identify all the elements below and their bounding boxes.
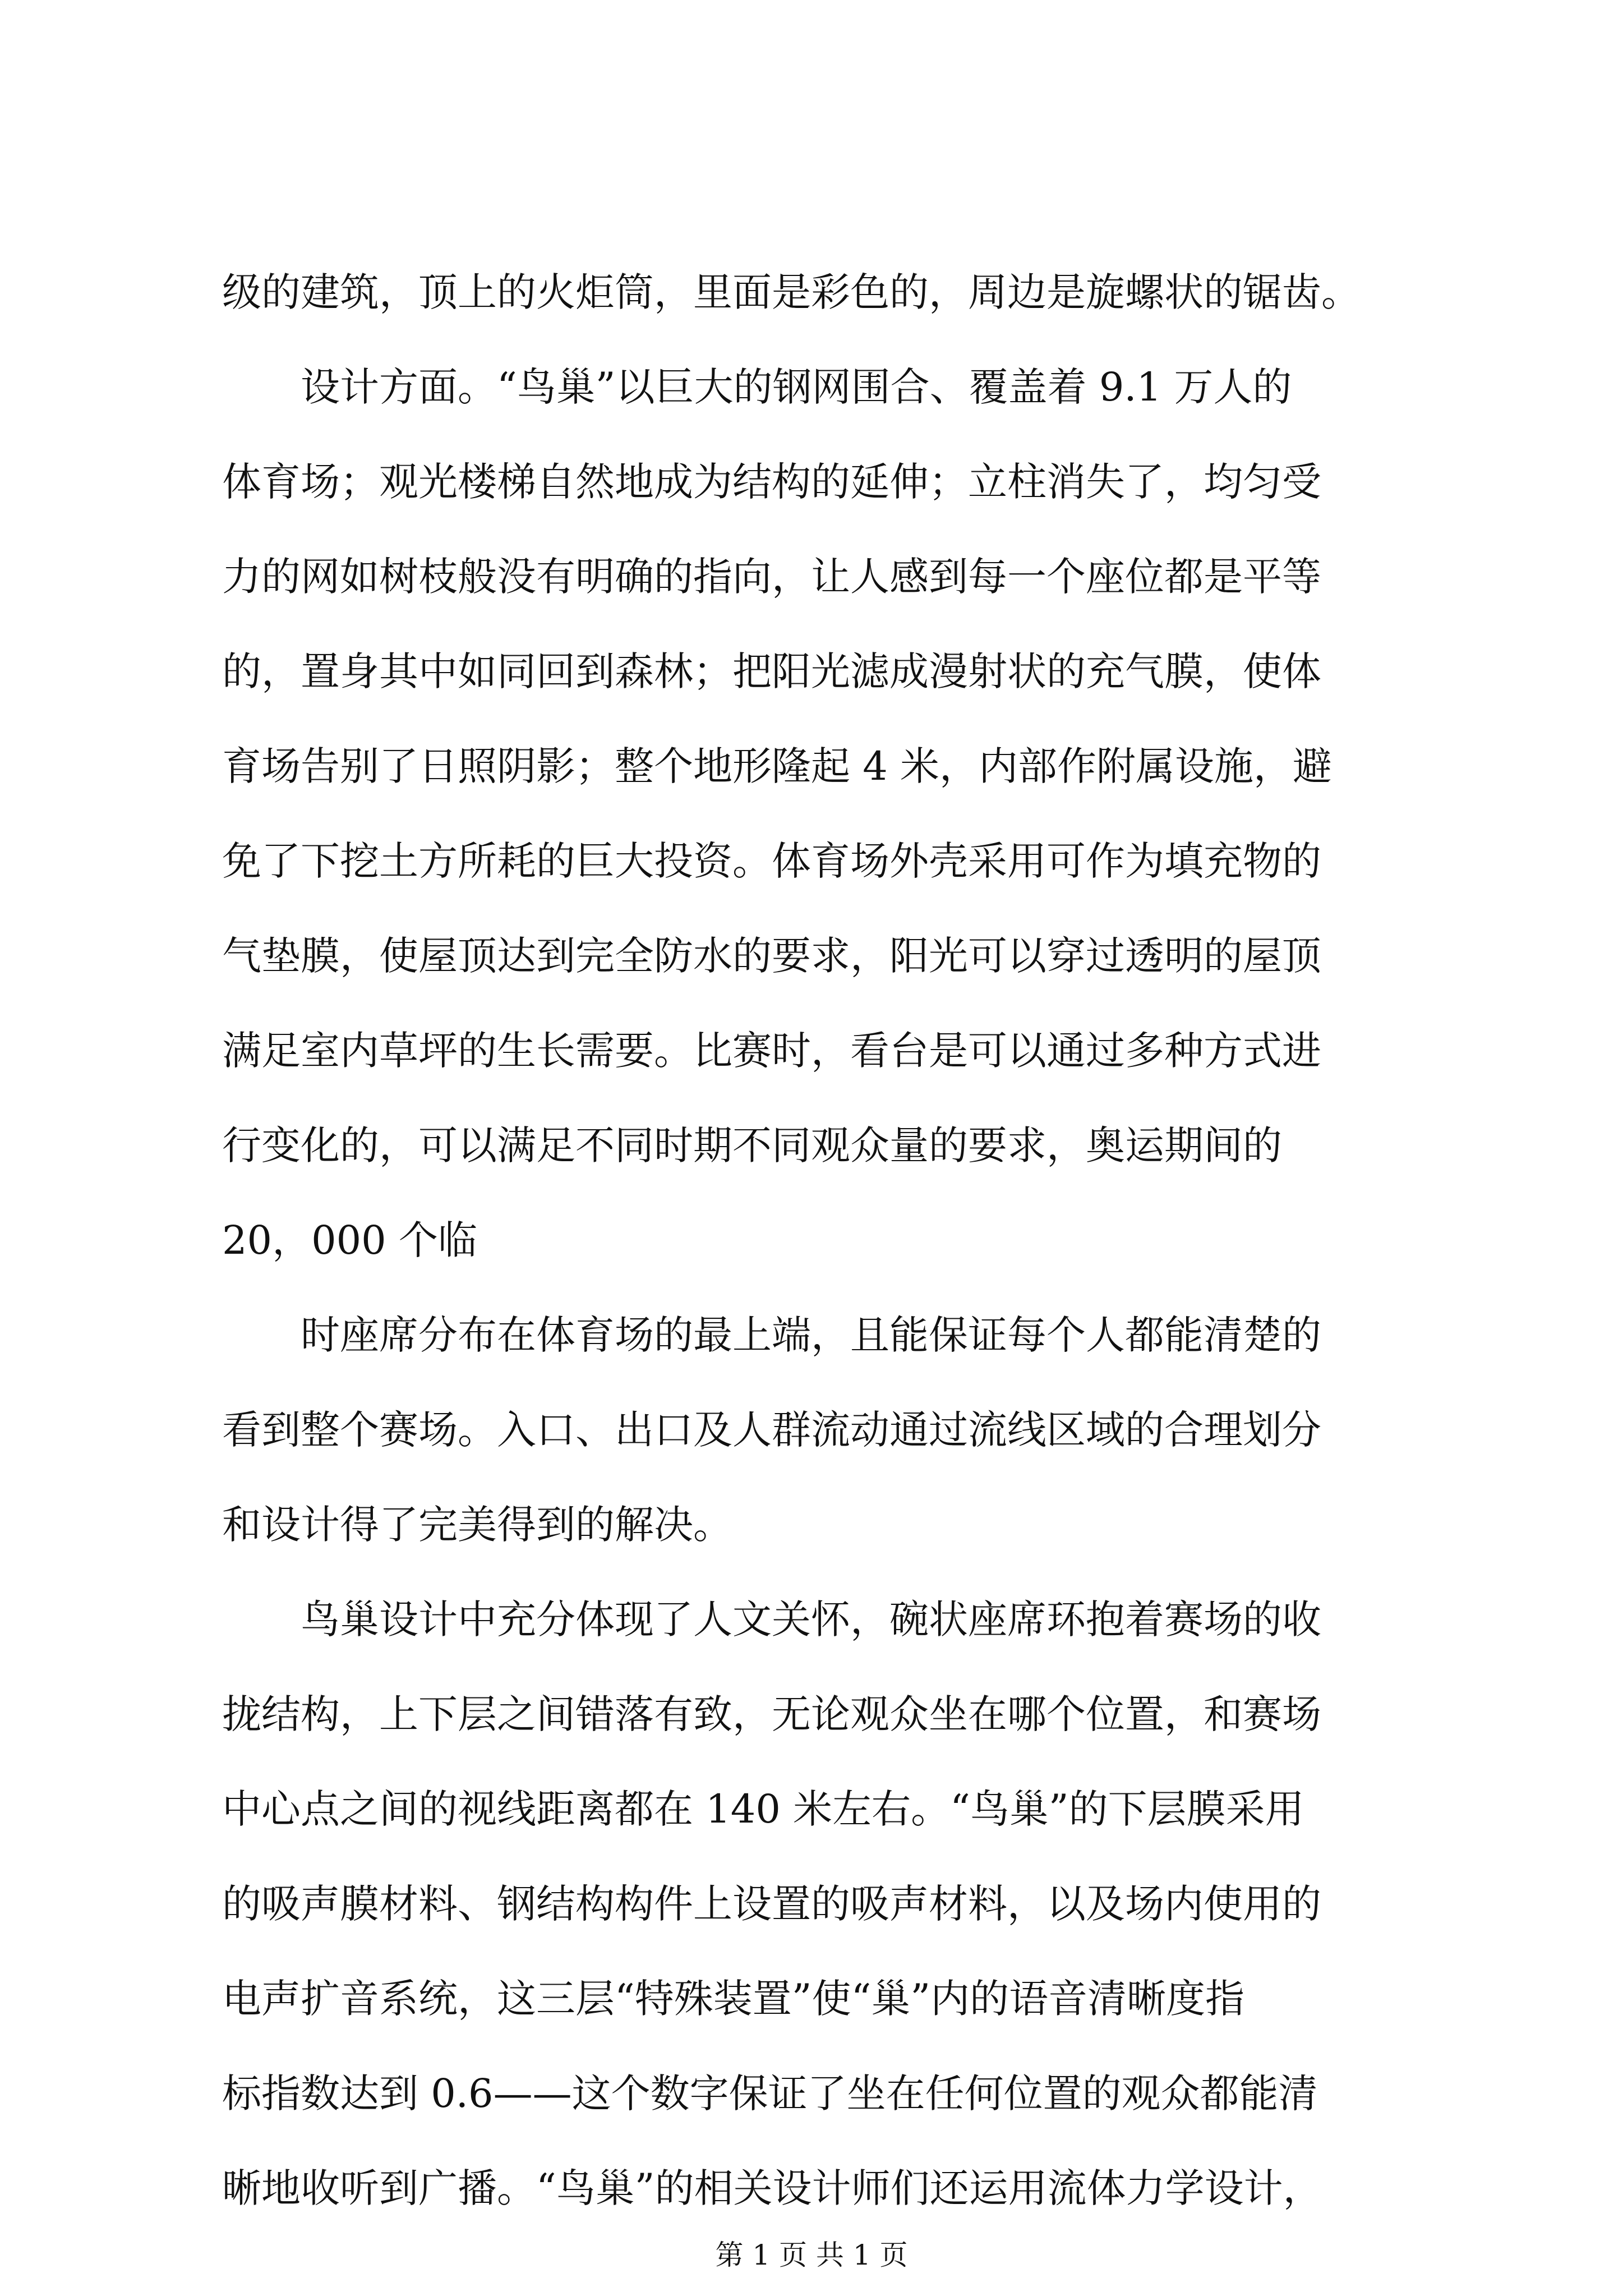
line-text: 电声扩音系统，这三层“特殊装置”使“巢”内的语音清晰度指 [222, 1976, 1245, 2022]
paragraph-start-line [0, 354, 1623, 420]
text-line [0, 923, 1623, 989]
text-line [0, 544, 1623, 610]
line-text: 级的建筑，顶上的火炬筒，里面是彩色的，周边是旋螺状的锯齿。 [222, 269, 1361, 315]
line-text: 满足室内草坪的生长需要。比赛时，看台是可以通过多种方式进 [222, 1028, 1321, 1074]
line-text: 和设计得了完美得到的解决。 [222, 1502, 732, 1548]
text-line [0, 449, 1623, 515]
text-line [0, 1681, 1623, 1747]
line-text: 中心点之间的视线距离都在 140 米左右。“鸟巢”的下层膜采用 [222, 1786, 1304, 1832]
line-text: 看到整个赛场。入口、出口及人群流动通过流线区域的合理划分 [222, 1407, 1321, 1453]
page-number-footer: 第 1 页 共 1 页 [715, 2239, 908, 2271]
text-line [0, 733, 1623, 799]
text-line [0, 1776, 1623, 1842]
paragraph-start-line [0, 1302, 1623, 1368]
line-text: 免了下挖土方所耗的巨大投资。体育场外壳采用可作为填充物的 [222, 838, 1321, 884]
line-text: 育场告别了日照阴影；整个地形隆起 4 米，内部作附属设施，避 [222, 743, 1332, 789]
line-text: 的吸声膜材料、钢结构构件上设置的吸声材料，以及场内使用的 [222, 1881, 1321, 1927]
line-text: 晰地收听到广播。“鸟巢”的相关设计师们还运用流体力学设计， [222, 2165, 1322, 2211]
line-text: 鸟巢设计中充分体现了人文关怀，碗状座席环抱着赛场的收 [301, 1596, 1321, 1642]
paragraph-start-line [0, 1586, 1623, 1653]
text-line [0, 1492, 1623, 1558]
line-text: 设计方面。“鸟巢”以巨大的钢网围合、覆盖着 9.1 万人的 [301, 364, 1292, 410]
text-line [0, 638, 1623, 705]
line-text: 行变化的，可以满足不同时期不同观众量的要求，奥运期间的 [222, 1122, 1282, 1168]
line-text: 20，000 个临 [222, 1217, 477, 1263]
text-line [0, 1966, 1623, 2032]
text-line [0, 1018, 1623, 1084]
line-text: 气垫膜，使屋顶达到完全防水的要求，阳光可以穿过透明的屋顶 [222, 933, 1321, 979]
text-line [0, 1871, 1623, 1937]
text-line [0, 2155, 1623, 2221]
line-text: 体育场；观光楼梯自然地成为结构的延伸；立柱消失了，均匀受 [222, 459, 1321, 505]
text-line [0, 2060, 1623, 2127]
line-text: 标指数达到 0.6——这个数字保证了坐在任何位置的观众都能清 [222, 2070, 1318, 2116]
text-line [0, 1112, 1623, 1179]
text-line [0, 828, 1623, 894]
line-text: 的，置身其中如同回到森林；把阳光滤成漫射状的充气膜，使体 [222, 648, 1321, 694]
line-text: 时座席分布在体育场的最上端，且能保证每个人都能清楚的 [301, 1312, 1321, 1358]
text-line [0, 1397, 1623, 1463]
line-text: 拢结构，上下层之间错落有致，无论观众坐在哪个位置，和赛场 [222, 1691, 1321, 1737]
line-text: 力的网如树枝般没有明确的指向，让人感到每一个座位都是平等 [222, 554, 1321, 600]
text-line [0, 259, 1623, 325]
text-line [0, 1207, 1623, 1273]
